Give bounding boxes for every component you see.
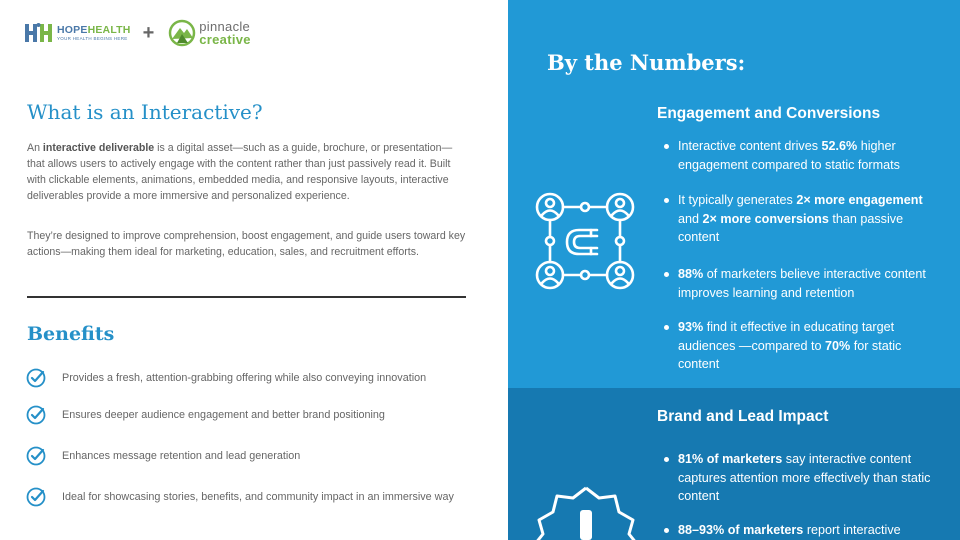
bullet-text: report interactive — [803, 523, 901, 537]
benefit-text: Ensures deeper audience engagement and better brand positioning — [62, 409, 385, 421]
bullet-bold: 93% — [678, 320, 704, 334]
bullet-text: than passive content — [678, 211, 904, 244]
brand-impact-bullet — [664, 521, 944, 540]
bullet-text: Interactive content drives — [678, 139, 822, 153]
benefit-item — [26, 405, 471, 425]
hopehealth-logo — [57, 25, 131, 41]
bullet-text: for static content — [678, 338, 902, 371]
p1-bold: interactive deliverable — [42, 142, 155, 154]
p1-pre: An — [27, 142, 43, 154]
bullet-bold: 88–93% of marketers — [678, 523, 804, 537]
benefit-item — [26, 446, 471, 466]
check-circle-icon — [26, 405, 46, 425]
check-circle-icon — [26, 487, 46, 507]
benefit-text: Enhances message retention and lead generation — [62, 450, 301, 462]
brand-impact-bullet — [664, 450, 944, 506]
bullet-bold: 70% — [825, 338, 851, 353]
engagement-bullet — [664, 318, 944, 374]
bullet-bold: 2× more conversions — [702, 211, 829, 226]
bullet-text: and — [678, 211, 703, 226]
numbers-heading: By the Numbers: — [547, 50, 746, 75]
plus-sign: + — [142, 22, 155, 44]
logo-bar — [24, 18, 251, 48]
bullet-bold: 52.6% — [821, 139, 858, 153]
pinnacle-logo — [199, 20, 251, 46]
section-divider — [27, 296, 466, 298]
what-paragraph-2: They’re designed to improve comprehension, boost engagement, and guide users toward key actions—making them ideal for marketing, education, sales, and recruitment efforts. — [27, 230, 466, 258]
engagement-bullet — [664, 265, 944, 302]
bullet-text: say interactive content captures attention more effectively than static content — [678, 452, 931, 503]
pinnacle-logo-icon — [168, 19, 196, 47]
benefits-heading: Benefits — [27, 323, 115, 345]
what-heading: What is an Interactive? — [27, 100, 263, 124]
brand-impact-heading: Brand and Lead Impact — [657, 408, 829, 425]
bullet-bold: 81% of marketers — [678, 452, 783, 466]
hopehealth-logo-icon — [24, 22, 54, 44]
bullet-text: higher engagement compared to static formats — [678, 139, 900, 172]
check-circle-icon — [26, 446, 46, 466]
bullet-text: find it effective in educating target audiences —compared to — [678, 320, 895, 353]
pinnacle-name: pinnacle — [199, 19, 251, 34]
creative-name: creative — [199, 32, 251, 47]
engagement-bullet — [664, 191, 944, 247]
hopehealth-tagline: YOUR HEALTH BEGINS HERE — [57, 35, 128, 41]
magnet-people-icon — [533, 190, 637, 294]
bullet-text: It typically generates — [678, 193, 797, 207]
hopehealth-name-a: HOPE — [57, 24, 88, 36]
benefit-text: Ideal for showcasing stories, benefits, and community impact in an immersive way — [62, 491, 454, 503]
p1-post: is a digital asset—such as a guide, brochure, or presentation—that allows users to actively engage with the content rather than just passively read it. Built with clickable elements, animations, embedded media, and responsive layouts, interactive deliverables provide a more immersive and personalized experience. — [27, 142, 453, 202]
engagement-heading: Engagement and Conversions — [657, 105, 881, 122]
benefit-item — [26, 487, 471, 507]
bullet-bold: 2× more engagement — [796, 193, 923, 207]
bullet-text: of marketers believe interactive content improves learning and retention — [678, 267, 926, 300]
benefit-text: Provides a fresh, attention-grabbing offering while also conveying innovation — [62, 372, 427, 384]
hopehealth-name-b: HEALTH — [87, 24, 131, 36]
benefit-item — [26, 368, 471, 388]
what-paragraph-1 — [27, 140, 467, 204]
check-circle-icon — [26, 368, 46, 388]
engagement-bullet — [664, 137, 944, 174]
alert-badge-icon — [533, 484, 639, 540]
bullet-bold: 88% — [678, 267, 704, 281]
